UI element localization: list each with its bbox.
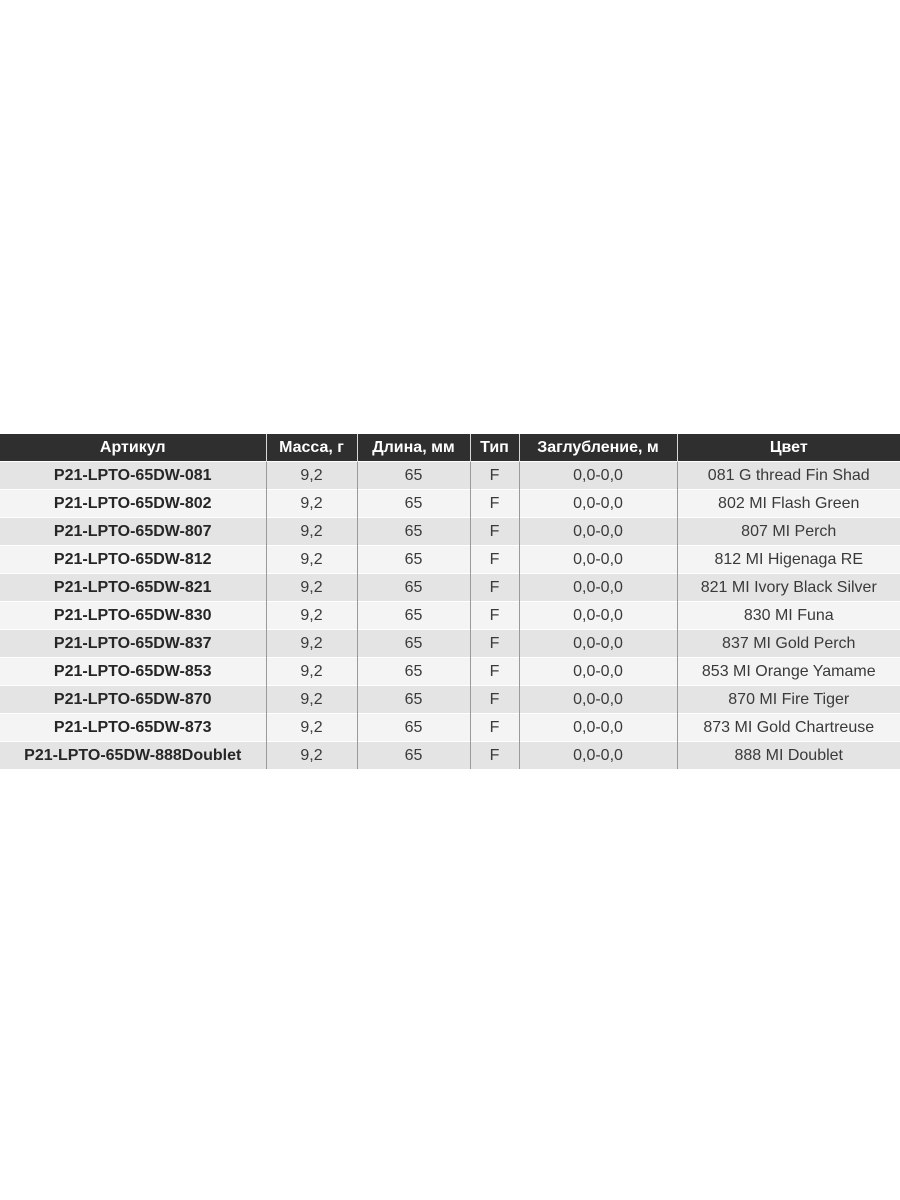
cell-article: P21-LPTO-65DW-812 xyxy=(0,546,266,574)
cell-length: 65 xyxy=(357,630,470,658)
product-spec-table xyxy=(0,434,900,769)
cell-article: P21-LPTO-65DW-888Doublet xyxy=(0,742,266,770)
cell-type: F xyxy=(470,518,519,546)
cell-length: 65 xyxy=(357,742,470,770)
table-row xyxy=(0,574,900,602)
cell-mass: 9,2 xyxy=(266,602,357,630)
cell-length: 65 xyxy=(357,714,470,742)
cell-mass: 9,2 xyxy=(266,714,357,742)
cell-mass: 9,2 xyxy=(266,546,357,574)
cell-article: P21-LPTO-65DW-821 xyxy=(0,574,266,602)
cell-depth: 0,0-0,0 xyxy=(519,742,677,770)
cell-color: 870 MI Fire Tiger xyxy=(677,686,900,714)
cell-mass: 9,2 xyxy=(266,686,357,714)
cell-color: 837 MI Gold Perch xyxy=(677,630,900,658)
table-row xyxy=(0,742,900,770)
cell-type: F xyxy=(470,714,519,742)
cell-type: F xyxy=(470,490,519,518)
table-row xyxy=(0,546,900,574)
cell-depth: 0,0-0,0 xyxy=(519,518,677,546)
header-depth: Заглубление, м xyxy=(519,434,677,462)
cell-length: 65 xyxy=(357,518,470,546)
cell-type: F xyxy=(470,546,519,574)
cell-mass: 9,2 xyxy=(266,630,357,658)
cell-article: P21-LPTO-65DW-870 xyxy=(0,686,266,714)
cell-mass: 9,2 xyxy=(266,574,357,602)
table-row xyxy=(0,630,900,658)
cell-article: P21-LPTO-65DW-807 xyxy=(0,518,266,546)
cell-article: P21-LPTO-65DW-853 xyxy=(0,658,266,686)
cell-type: F xyxy=(470,742,519,770)
cell-article: P21-LPTO-65DW-873 xyxy=(0,714,266,742)
header-article: Артикул xyxy=(0,434,266,462)
cell-depth: 0,0-0,0 xyxy=(519,490,677,518)
cell-length: 65 xyxy=(357,490,470,518)
cell-depth: 0,0-0,0 xyxy=(519,574,677,602)
cell-depth: 0,0-0,0 xyxy=(519,658,677,686)
cell-color: 830 MI Funa xyxy=(677,602,900,630)
cell-type: F xyxy=(470,602,519,630)
cell-length: 65 xyxy=(357,462,470,490)
cell-length: 65 xyxy=(357,574,470,602)
cell-mass: 9,2 xyxy=(266,462,357,490)
cell-type: F xyxy=(470,686,519,714)
cell-type: F xyxy=(470,574,519,602)
header-type: Тип xyxy=(470,434,519,462)
table-row xyxy=(0,462,900,490)
cell-mass: 9,2 xyxy=(266,658,357,686)
cell-color: 888 MI Doublet xyxy=(677,742,900,770)
cell-depth: 0,0-0,0 xyxy=(519,546,677,574)
cell-type: F xyxy=(470,462,519,490)
cell-article: P21-LPTO-65DW-837 xyxy=(0,630,266,658)
cell-color: 873 MI Gold Chartreuse xyxy=(677,714,900,742)
cell-depth: 0,0-0,0 xyxy=(519,686,677,714)
table-row xyxy=(0,602,900,630)
header-mass: Масса, г xyxy=(266,434,357,462)
table-row xyxy=(0,658,900,686)
cell-mass: 9,2 xyxy=(266,742,357,770)
table-header-row xyxy=(0,434,900,462)
cell-length: 65 xyxy=(357,546,470,574)
cell-depth: 0,0-0,0 xyxy=(519,714,677,742)
cell-depth: 0,0-0,0 xyxy=(519,602,677,630)
table-row xyxy=(0,490,900,518)
table-row xyxy=(0,518,900,546)
header-color: Цвет xyxy=(677,434,900,462)
cell-type: F xyxy=(470,658,519,686)
table-row xyxy=(0,714,900,742)
cell-article: P21-LPTO-65DW-830 xyxy=(0,602,266,630)
cell-mass: 9,2 xyxy=(266,490,357,518)
cell-length: 65 xyxy=(357,686,470,714)
cell-length: 65 xyxy=(357,602,470,630)
table-row xyxy=(0,686,900,714)
cell-color: 081 G thread Fin Shad xyxy=(677,462,900,490)
cell-article: P21-LPTO-65DW-802 xyxy=(0,490,266,518)
cell-length: 65 xyxy=(357,658,470,686)
cell-color: 821 MI Ivory Black Silver xyxy=(677,574,900,602)
cell-color: 853 MI Orange Yamame xyxy=(677,658,900,686)
cell-color: 807 MI Perch xyxy=(677,518,900,546)
cell-color: 802 MI Flash Green xyxy=(677,490,900,518)
cell-mass: 9,2 xyxy=(266,518,357,546)
cell-depth: 0,0-0,0 xyxy=(519,630,677,658)
cell-article: P21-LPTO-65DW-081 xyxy=(0,462,266,490)
cell-type: F xyxy=(470,630,519,658)
header-length: Длина, мм xyxy=(357,434,470,462)
cell-depth: 0,0-0,0 xyxy=(519,462,677,490)
cell-color: 812 MI Higenaga RE xyxy=(677,546,900,574)
